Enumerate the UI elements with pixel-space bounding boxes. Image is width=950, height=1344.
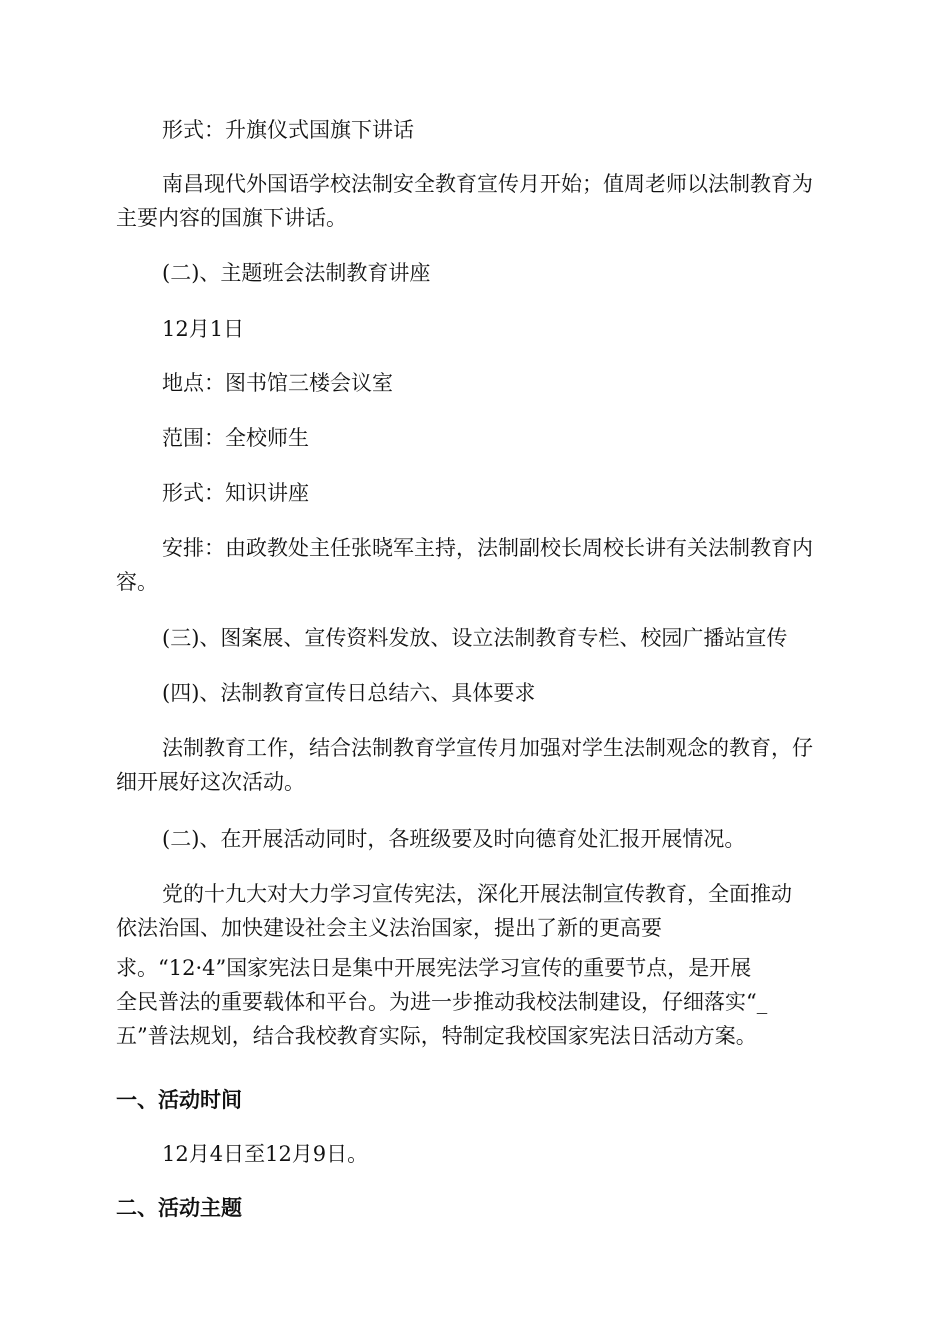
paragraph-report-progress: (二)、在开展活动同时，各班级要及时向德育处汇报开展情况。 xyxy=(162,827,746,851)
paragraph-summary-requirements: (四)、法制教育宣传日总结六、具体要求 xyxy=(162,681,536,705)
paragraph-location: 地点：图书馆三楼会议室 xyxy=(162,371,393,395)
paragraph-activity-dates: 12月4日至12月9日。 xyxy=(162,1142,369,1166)
paragraph-education-month-start: 南昌现代外国语学校法制安全教育宣传月开始；值周老师以法制教育为主要内容的国旗下讲话。 xyxy=(116,172,813,230)
paragraph-arrangement: 安排：由政教处主任张晓军主持，法制副校长周校长讲有关法制教育内容。 xyxy=(116,536,813,594)
paragraph-line: 求。“12·4”国家宪法日是集中开展宪法学习宣传的重要节点，是开展 xyxy=(116,956,752,980)
paragraph-date-dec-1: 12月1日 xyxy=(162,317,245,341)
paragraph-form-flag-ceremony: 形式：升旗仪式国旗下讲话 xyxy=(162,118,414,142)
paragraph-form-lecture: 形式：知识讲座 xyxy=(162,481,309,505)
paragraph-scope: 范围：全校师生 xyxy=(162,426,309,450)
section-heading-activity-theme: 二、活动主题 xyxy=(116,1196,242,1220)
paragraph-line: 五”普法规划，结合我校教育实际，特制定我校国家宪法日活动方案。 xyxy=(116,1024,757,1048)
paragraph-line: 全民普法的重要载体和平台。为进一步推动我校法制建设，仔细落实“_ xyxy=(116,990,768,1014)
paragraph-class-meeting-lecture: (二)、主题班会法制教育讲座 xyxy=(162,261,431,285)
paragraph-line: 依法治国、加快建设社会主义法治国家，提出了新的更高要 xyxy=(116,916,662,940)
paragraph-exhibition: (三)、图案展、宣传资料发放、设立法制教育专栏、校园广播站宣传 xyxy=(162,626,788,650)
paragraph-work-combination: 法制教育工作，结合法制教育学宣传月加强对学生法制观念的教育，仔细开展好这次活动。 xyxy=(116,736,813,794)
paragraph-line: 党的十九大对大力学习宣传宪法，深化开展法制宣传教育，全面推动 xyxy=(162,882,792,906)
section-heading-activity-time: 一、活动时间 xyxy=(116,1088,242,1112)
